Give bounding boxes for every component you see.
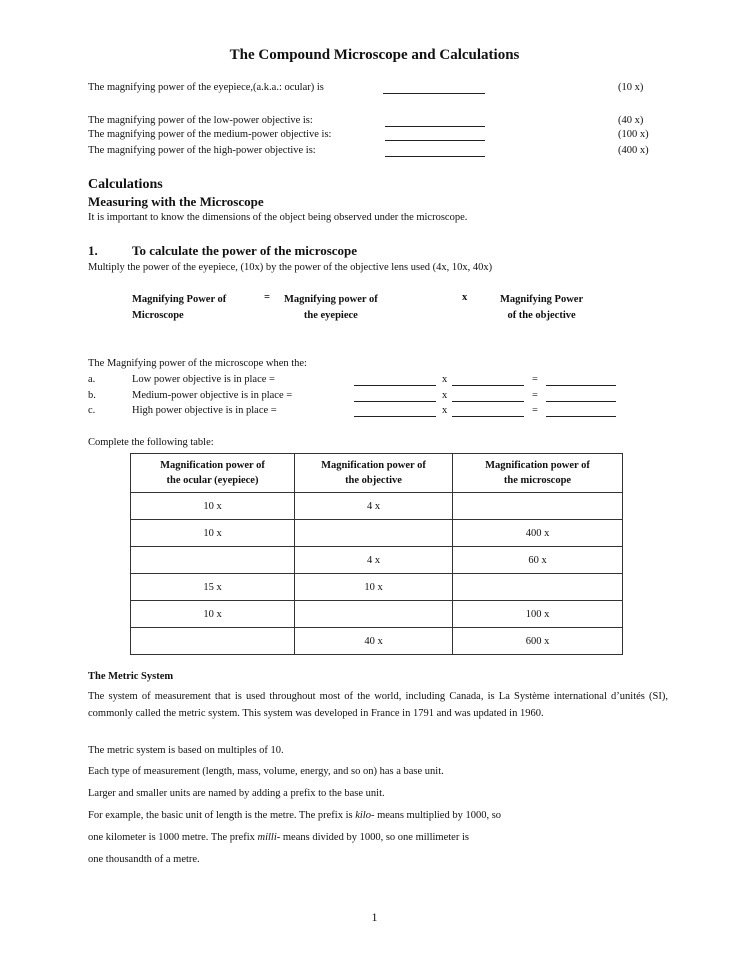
item-a-result-blank[interactable] — [546, 376, 616, 386]
cell-objective[interactable]: 10 x — [295, 574, 453, 601]
table-row — [131, 601, 623, 628]
item-c-objective-blank[interactable] — [452, 407, 524, 417]
page-title: The Compound Microscope and Calculations — [229, 47, 520, 63]
measuring-subheading: Measuring with the Microscope — [88, 194, 264, 209]
table-row — [131, 493, 623, 520]
item-a-eyepiece-blank[interactable] — [354, 376, 436, 386]
metric-paragraph-1: The system of measurement that is used throughout most of the world, including Canada, is La Système international d’unités (SI), commonly called the metric system. This system was developed in France in 1791 and was updated in 1960. — [88, 691, 668, 719]
cell-ocular[interactable]: 10 x — [131, 601, 295, 628]
objective-medium-answer: (100 x) — [618, 129, 649, 140]
formula-equals: = — [264, 292, 270, 303]
table-row — [131, 574, 623, 601]
page-number: 1 — [371, 910, 378, 924]
item-b-equals: = — [532, 390, 538, 401]
cell-ocular[interactable] — [131, 628, 295, 655]
metric-paragraph-5: For example, the basic unit of length is the metre. The prefix is kilo- means multiplied by 1000, so — [88, 810, 502, 821]
item-c-result-blank[interactable] — [546, 407, 616, 417]
item-b-eyepiece-blank[interactable] — [354, 392, 436, 402]
eyepiece-question: The magnifying power of the eyepiece,(a.k.a.: ocular) is — [88, 82, 324, 93]
metric-paragraph-7: one thousandth of a metre. — [88, 854, 200, 865]
item-b-objective-blank[interactable] — [452, 392, 524, 402]
item-text-b: Medium-power objective is in place = — [132, 390, 293, 401]
objective-low-blank[interactable] — [385, 117, 485, 127]
formula-microscope: Magnifying Power of Microscope — [132, 294, 227, 321]
table-header-row — [131, 454, 623, 493]
formula-objective: Magnifying Power of the objective — [500, 294, 584, 321]
cell-objective[interactable] — [295, 601, 453, 628]
item-letter-c: c. — [88, 405, 96, 416]
header-objective: Magnification power of the objective — [295, 454, 453, 493]
eyepiece-answer: (10 x) — [618, 82, 644, 93]
eyepiece-answer-blank[interactable] — [383, 84, 485, 94]
objective-medium-blank[interactable] — [385, 131, 485, 141]
formula-eyepiece: Magnifying power of the eyepiece — [284, 294, 378, 321]
table-row — [131, 520, 623, 547]
metric-paragraph-4: Larger and smaller units are named by adding a prefix to the base unit. — [88, 788, 385, 799]
table-row — [131, 547, 623, 574]
cell-microscope[interactable]: 600 x — [453, 628, 623, 655]
cell-ocular[interactable]: 15 x — [131, 574, 295, 601]
when-the-intro: The Magnifying power of the microscope when the: — [88, 358, 307, 369]
item-text-a: Low power objective is in place = — [132, 374, 275, 385]
section-heading: To calculate the power of the microscope — [132, 243, 358, 258]
cell-microscope[interactable]: 400 x — [453, 520, 623, 547]
header-ocular: Magnification power of the ocular (eyepiece) — [131, 454, 295, 493]
item-a-objective-blank[interactable] — [452, 376, 524, 386]
item-c-eyepiece-blank[interactable] — [354, 407, 436, 417]
cell-microscope[interactable]: 100 x — [453, 601, 623, 628]
calculations-intro: It is important to know the dimensions of the object being observed under the microscope. — [88, 212, 468, 223]
cell-microscope[interactable]: 60 x — [453, 547, 623, 574]
calculations-heading: Calculations — [88, 177, 163, 192]
objective-high-answer: (400 x) — [618, 145, 649, 156]
item-letter-b: b. — [88, 390, 96, 401]
item-a-equals: = — [532, 374, 538, 385]
objective-high-blank[interactable] — [385, 147, 485, 157]
metric-paragraph-6: one kilometer is 1000 metre. The prefix milli- means divided by 1000, so one millimeter is — [88, 832, 469, 843]
item-c-times: x — [442, 405, 448, 416]
objective-medium-question: The magnifying power of the medium-power objective is: — [88, 129, 332, 140]
objective-low-question: The magnifying power of the low-power objective is: — [88, 115, 313, 126]
cell-ocular[interactable]: 10 x — [131, 520, 295, 547]
objective-low-answer: (40 x) — [618, 115, 644, 126]
item-b-result-blank[interactable] — [546, 392, 616, 402]
metric-heading: The Metric System — [88, 671, 174, 682]
objective-high-question: The magnifying power of the high-power objective is: — [88, 145, 316, 156]
cell-objective[interactable]: 4 x — [295, 547, 453, 574]
magnification-table — [130, 453, 623, 655]
header-microscope: Magnification power of the microscope — [453, 454, 623, 493]
cell-ocular[interactable] — [131, 547, 295, 574]
cell-ocular[interactable]: 10 x — [131, 493, 295, 520]
item-text-c: High power objective is in place = — [132, 405, 277, 416]
item-b-times: x — [442, 390, 448, 401]
table-row — [131, 628, 623, 655]
table-prompt: Complete the following table: — [88, 437, 214, 448]
item-a-times: x — [442, 374, 448, 385]
section-number: 1. — [88, 243, 98, 258]
item-c-equals: = — [532, 405, 538, 416]
section-instruction: Multiply the power of the eyepiece, (10x) by the power of the objective lens used (4x, 10x, 40x) — [88, 262, 493, 273]
item-letter-a: a. — [88, 374, 96, 385]
metric-paragraph-2: The metric system is based on multiples of 10. — [88, 745, 284, 756]
formula-times: x — [462, 292, 468, 303]
cell-microscope[interactable] — [453, 574, 623, 601]
metric-paragraph-3: Each type of measurement (length, mass, volume, energy, and so on) has a base unit. — [88, 766, 444, 777]
cell-objective[interactable] — [295, 520, 453, 547]
cell-microscope[interactable] — [453, 493, 623, 520]
cell-objective[interactable]: 40 x — [295, 628, 453, 655]
cell-objective[interactable]: 4 x — [295, 493, 453, 520]
